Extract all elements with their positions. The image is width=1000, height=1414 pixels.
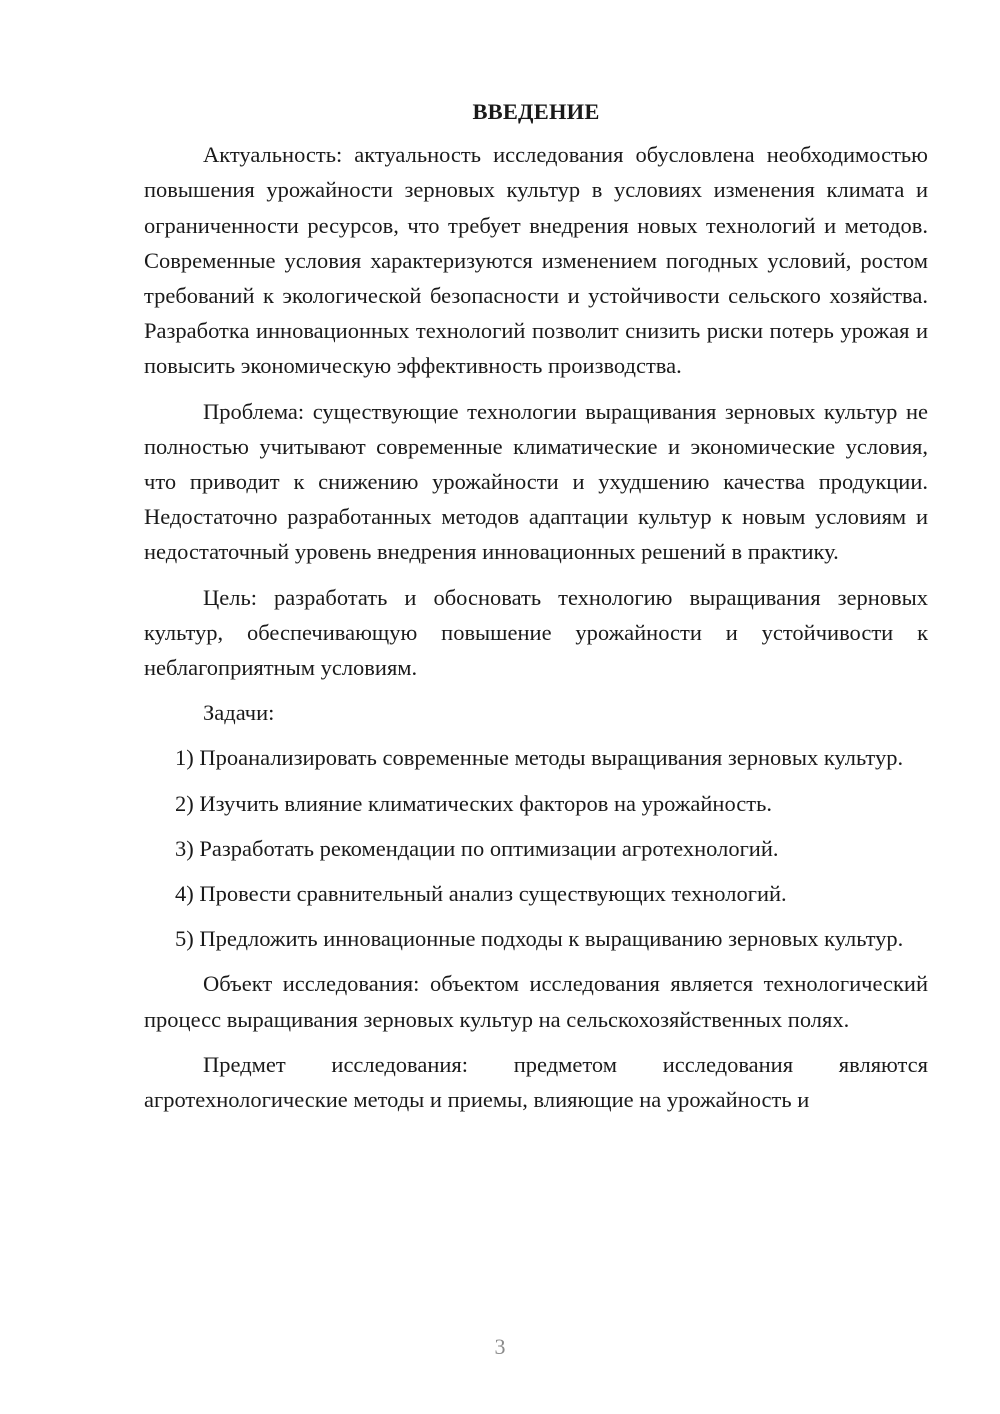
paragraph-subject: Предмет исследования: предметом исследования являются агротехнологические методы и приемы, влияющие на урожайность и	[144, 1051, 928, 1113]
section-heading: ВВЕДЕНИЕ	[472, 99, 600, 124]
task-item: 3) Разработать рекомендации по оптимизации агротехнологий.	[175, 835, 779, 861]
page-number: 3	[494, 1334, 506, 1359]
task-item: 1) Проанализировать современные методы выращивания зерновых культур.	[175, 745, 904, 771]
page-content	[144, 94, 928, 1127]
paragraph-goal: Цель: разработать и обосновать технологию выращивания зерновых культур, обеспечивающую повышение урожайности и устойчивости к неблагоприятным условиям.	[144, 584, 928, 681]
paragraph-object: Объект исследования: объектом исследования является технологический процесс выращивания зерновых культур на сельскохозяйственных полях.	[144, 971, 928, 1032]
paragraph-problem: Проблема: существующие технологии выращивания зерновых культур не полностью учитывают современные климатические и экономические условия, что приводит к снижению урожайности и ухудшению качества продукции. Недостаточно разработанных методов адаптации культур к новым условиям и недостаточный уровень внедрения инновационных решений в практику.	[144, 398, 928, 565]
task-item: 2) Изучить влияние климатических факторов на урожайность.	[175, 790, 772, 816]
task-item: 5) Предложить инновационные подходы к выращиванию зерновых культур.	[175, 926, 904, 952]
tasks-label: Задачи:	[203, 700, 275, 726]
paragraph-relevance: Актуальность: актуальность исследования обусловлена необходимостью повышения урожайности зерновых культур в условиях изменения климата и ограниченности ресурсов, что требует внедрения новых технологий и методов. Современные условия характеризуются изменением погодных условий, ростом требований к экологической безопасности и устойчивости сельского хозяйства. Разработка инновационных технологий позволит снизить риски потерь урожая и повысить экономическую эффективность производства.	[144, 142, 928, 379]
task-item: 4) Провести сравнительный анализ существующих технологий.	[175, 881, 787, 907]
